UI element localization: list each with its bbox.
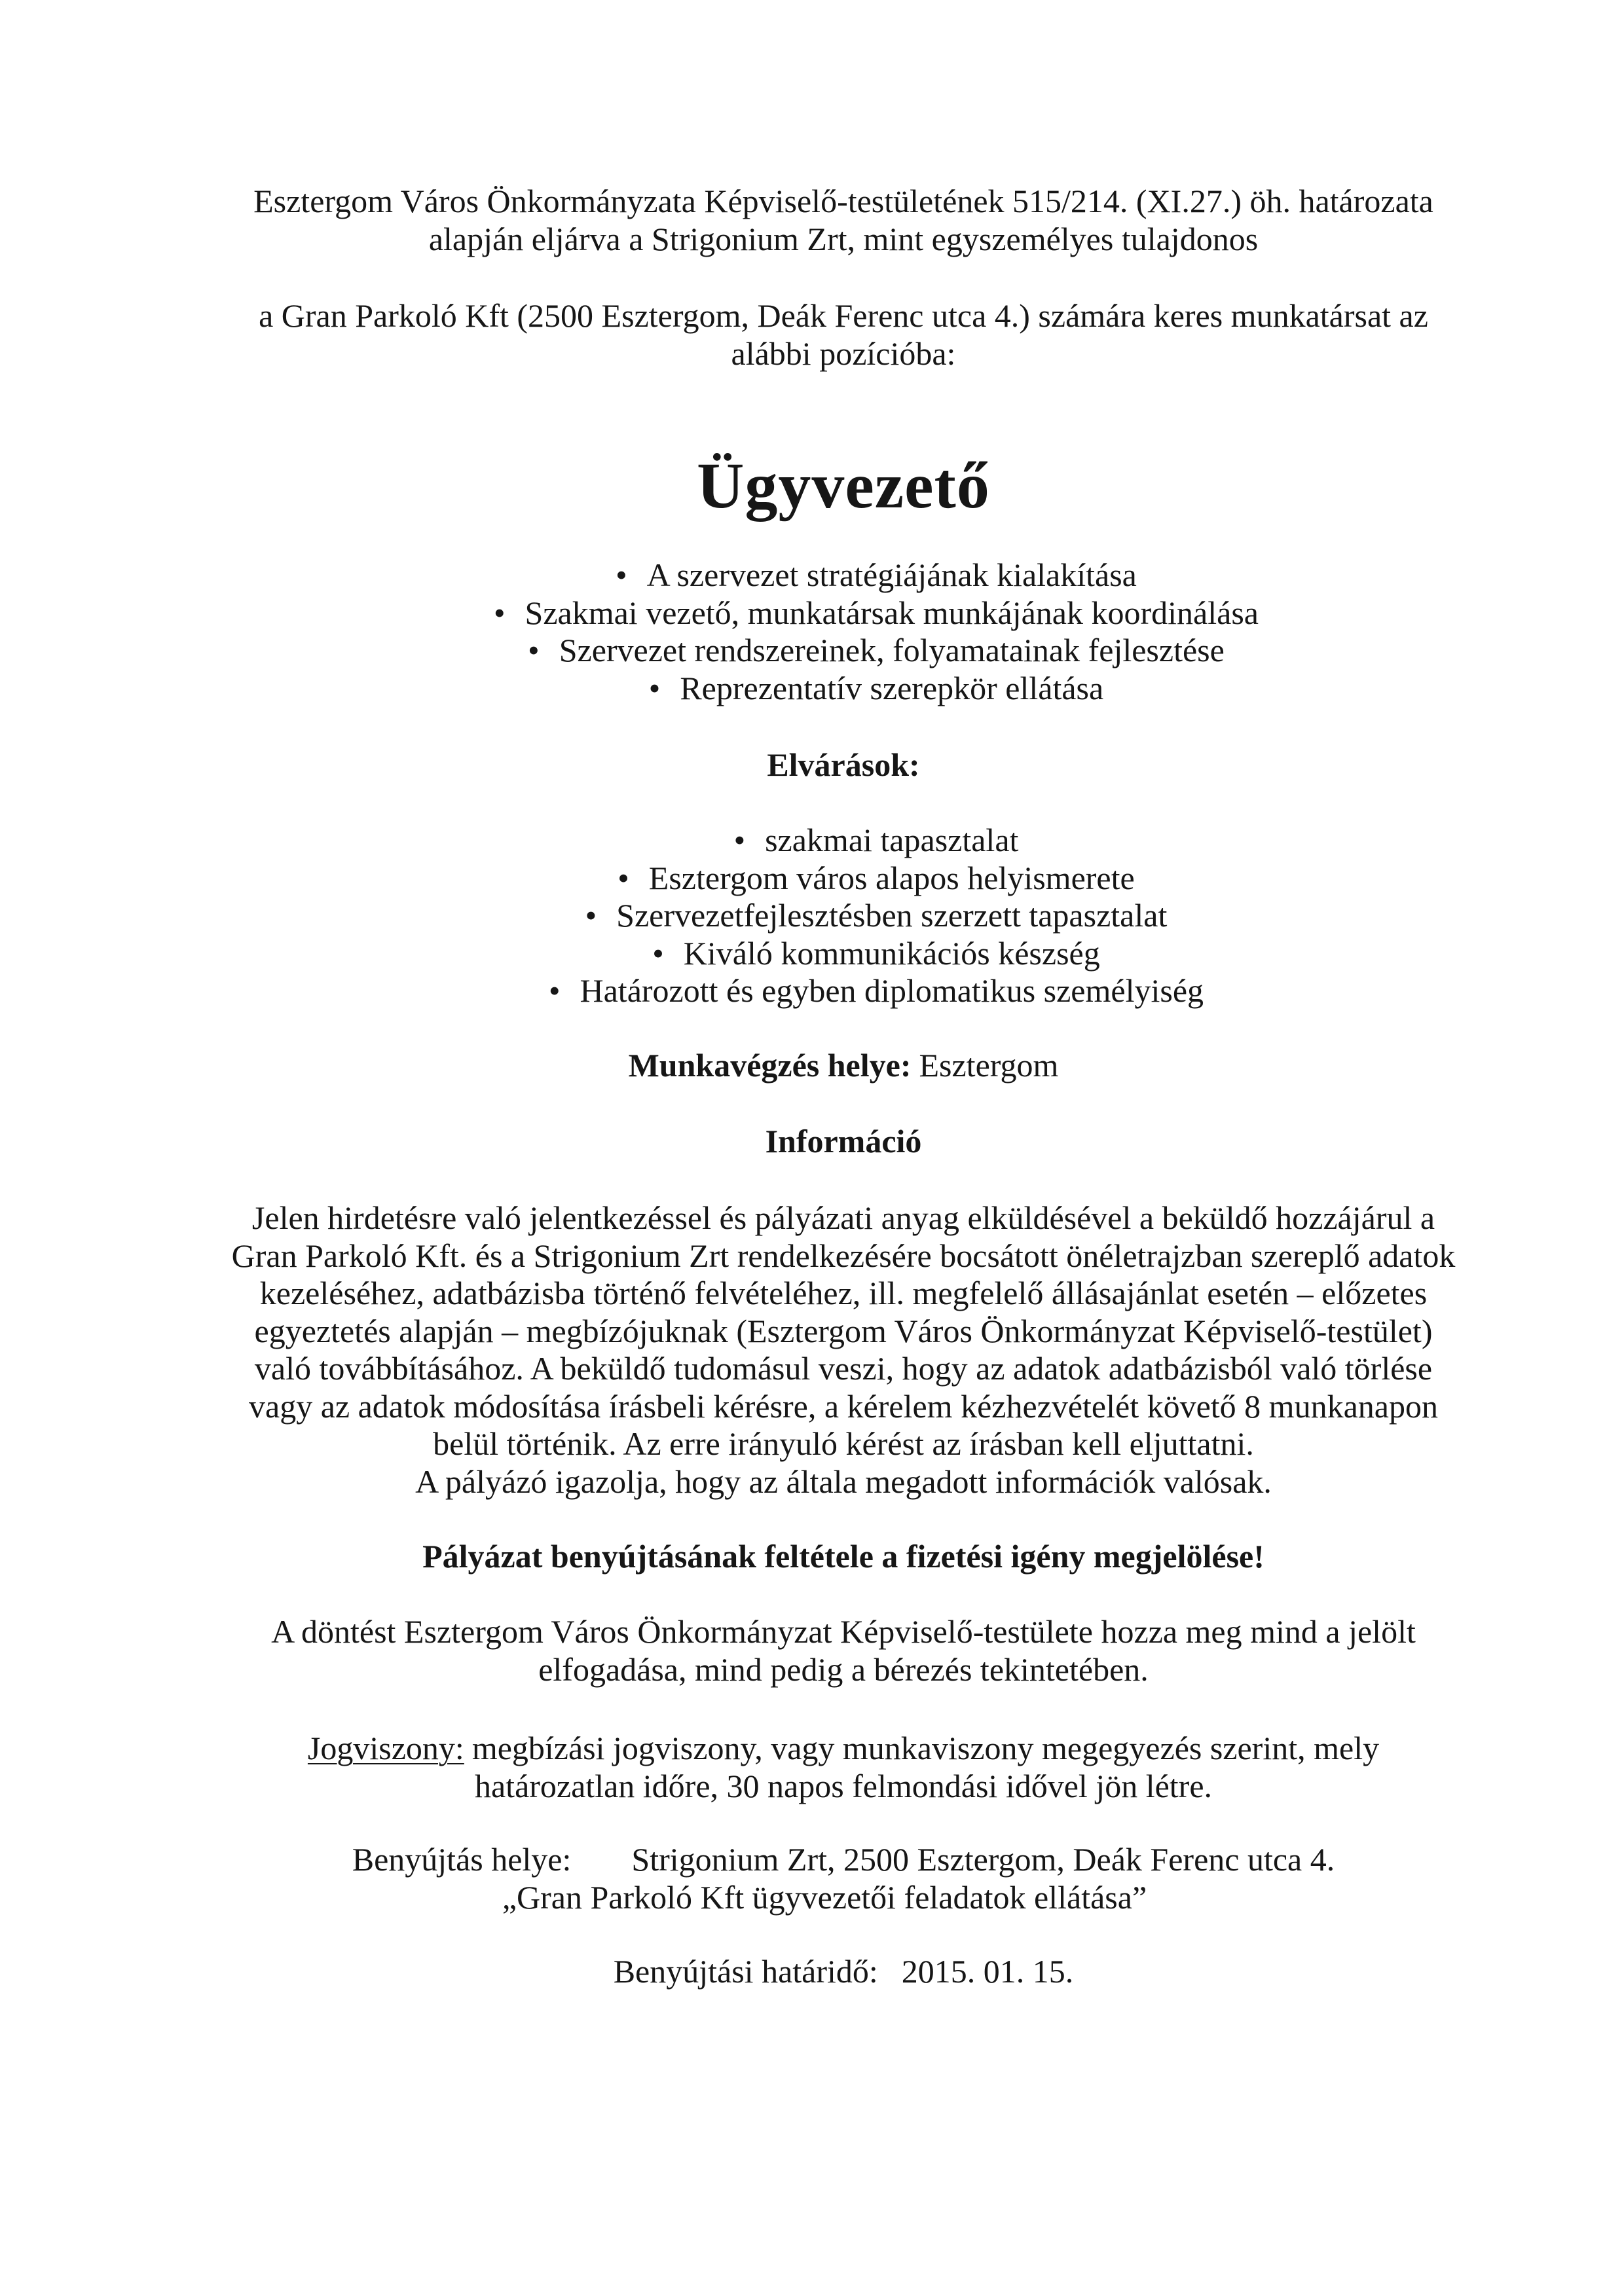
requirement-item xyxy=(196,822,1556,860)
employment-line: határozatlan időre, 30 napos felmondási idővel jön létre. xyxy=(474,1767,1213,1804)
duty-text: Szervezet rendszereinek, folyamatainak fejlesztése xyxy=(559,632,1225,668)
information-paragraph xyxy=(131,1199,1556,1501)
requirement-text: szakmai tapasztalat xyxy=(765,822,1019,858)
employment-line xyxy=(131,1730,1556,1768)
application-notice: Pályázat benyújtásának feltétele a fizetési igény megjelölése! xyxy=(422,1538,1264,1575)
deadline-value: 2015. 01. 15. xyxy=(901,1953,1074,1990)
bullet-icon xyxy=(652,935,664,973)
bullet-icon xyxy=(549,972,561,1010)
intro-paragraph xyxy=(131,183,1556,258)
requirement-item xyxy=(196,935,1556,973)
decision-paragraph xyxy=(131,1613,1556,1688)
position-title: Ügyvezető xyxy=(697,449,990,522)
information-line: való továbbításához. A beküldő tudomásul veszi, hogy az adatok adatbázisból való törlése xyxy=(254,1350,1433,1387)
duty-item xyxy=(196,556,1556,594)
requirement-item xyxy=(196,972,1556,1010)
submission-line xyxy=(131,1841,1556,1879)
information-line: Gran Parkoló Kft. és a Strigonium Zrt rendelkezésére bocsátott önéletrajzban szereplő adatok xyxy=(231,1237,1456,1274)
submission-label: Benyújtás helye: xyxy=(352,1841,572,1878)
bullet-icon xyxy=(649,670,661,708)
requirements-list xyxy=(131,822,1556,1010)
requirement-text: Határozott és egyben diplomatikus személyiség xyxy=(580,972,1204,1009)
deadline-label: Benyújtási határidő: xyxy=(613,1953,878,1990)
decision-line: A döntést Esztergom Város Önkormányzat Képviselő-testülete hozza meg mind a jelölt xyxy=(271,1613,1416,1650)
duty-text: Szakmai vezető, munkatársak munkájának koordinálása xyxy=(525,594,1259,631)
duty-text: A szervezet stratégiájának kialakítása xyxy=(646,556,1137,593)
duty-item xyxy=(196,670,1556,708)
deadline-line xyxy=(131,1953,1556,1991)
duties-list xyxy=(131,556,1556,707)
intro-line: alapján eljárva a Strigonium Zrt, mint egyszemélyes tulajdonos xyxy=(428,220,1259,257)
bullet-icon xyxy=(494,594,506,632)
workplace-label: Munkavégzés helye: xyxy=(628,1047,912,1084)
bullet-icon xyxy=(734,822,746,860)
requirements-heading: Elvárások: xyxy=(767,746,920,783)
requirement-text: Kiváló kommunikációs készség xyxy=(683,934,1100,972)
employment-text: megbízási jogviszony, vagy munkaviszony megegyezés szerint, mely xyxy=(471,1730,1380,1766)
company-line: a Gran Parkoló Kft (2500 Esztergom, Deák Ferenc utca 4.) számára keres munkatársat az xyxy=(259,297,1428,334)
duty-text: Reprezentatív szerepkör ellátása xyxy=(680,669,1104,706)
information-line: belül történik. Az erre irányuló kérést az írásban kell eljuttatni. xyxy=(433,1425,1254,1462)
employment-label: Jogviszony: xyxy=(307,1730,464,1766)
decision-line: elfogadása, mind pedig a bérezés tekintetében. xyxy=(538,1650,1149,1688)
duty-item xyxy=(196,594,1556,632)
bullet-icon xyxy=(616,556,627,594)
information-line: kezeléséhez, adatbázisba történő felvételéhez, ill. megfelelő állásajánlat esetén – előzetes xyxy=(259,1275,1428,1311)
bullet-icon xyxy=(618,860,629,898)
workplace-value: Esztergom xyxy=(919,1047,1059,1084)
intro-line: Esztergom Város Önkormányzata Képviselő-testületének 515/214. (XI.27.) öh. határozata xyxy=(253,183,1433,219)
information-line: vagy az adatok módosítása írásbeli kérésre, a kérelem kézhezvételét követő 8 munkanapon xyxy=(249,1387,1438,1425)
submission-subject: „Gran Parkoló Kft ügyvezetői feladatok ellátása” xyxy=(502,1878,1147,1916)
requirement-item xyxy=(196,860,1556,898)
submission-address: Strigonium Zrt, 2500 Esztergom, Deák Ferenc utca 4. xyxy=(631,1841,1335,1878)
company-paragraph xyxy=(131,297,1556,373)
requirement-text: Szervezetfejlesztésben szerzett tapasztalat xyxy=(616,897,1168,934)
information-line: egyeztetés alapján – megbízójuknak (Esztergom Város Önkormányzat Képviselő-testület) xyxy=(254,1312,1433,1349)
employment-paragraph xyxy=(131,1730,1556,1805)
information-heading: Információ xyxy=(765,1123,922,1159)
information-line: A pályázó igazolja, hogy az általa megadott információk valósak. xyxy=(415,1463,1272,1500)
bullet-icon xyxy=(585,897,597,935)
duty-item xyxy=(196,632,1556,670)
bullet-icon xyxy=(528,632,540,670)
requirement-text: Esztergom város alapos helyismerete xyxy=(648,859,1135,896)
requirement-item xyxy=(196,897,1556,935)
company-line: alábbi pozícióba: xyxy=(731,335,956,372)
submission-paragraph xyxy=(131,1841,1556,1916)
workplace-line xyxy=(131,1047,1556,1085)
information-line: Jelen hirdetésre való jelentkezéssel és pályázati anyag elküldésével a beküldő hozzájárul a xyxy=(251,1199,1435,1236)
